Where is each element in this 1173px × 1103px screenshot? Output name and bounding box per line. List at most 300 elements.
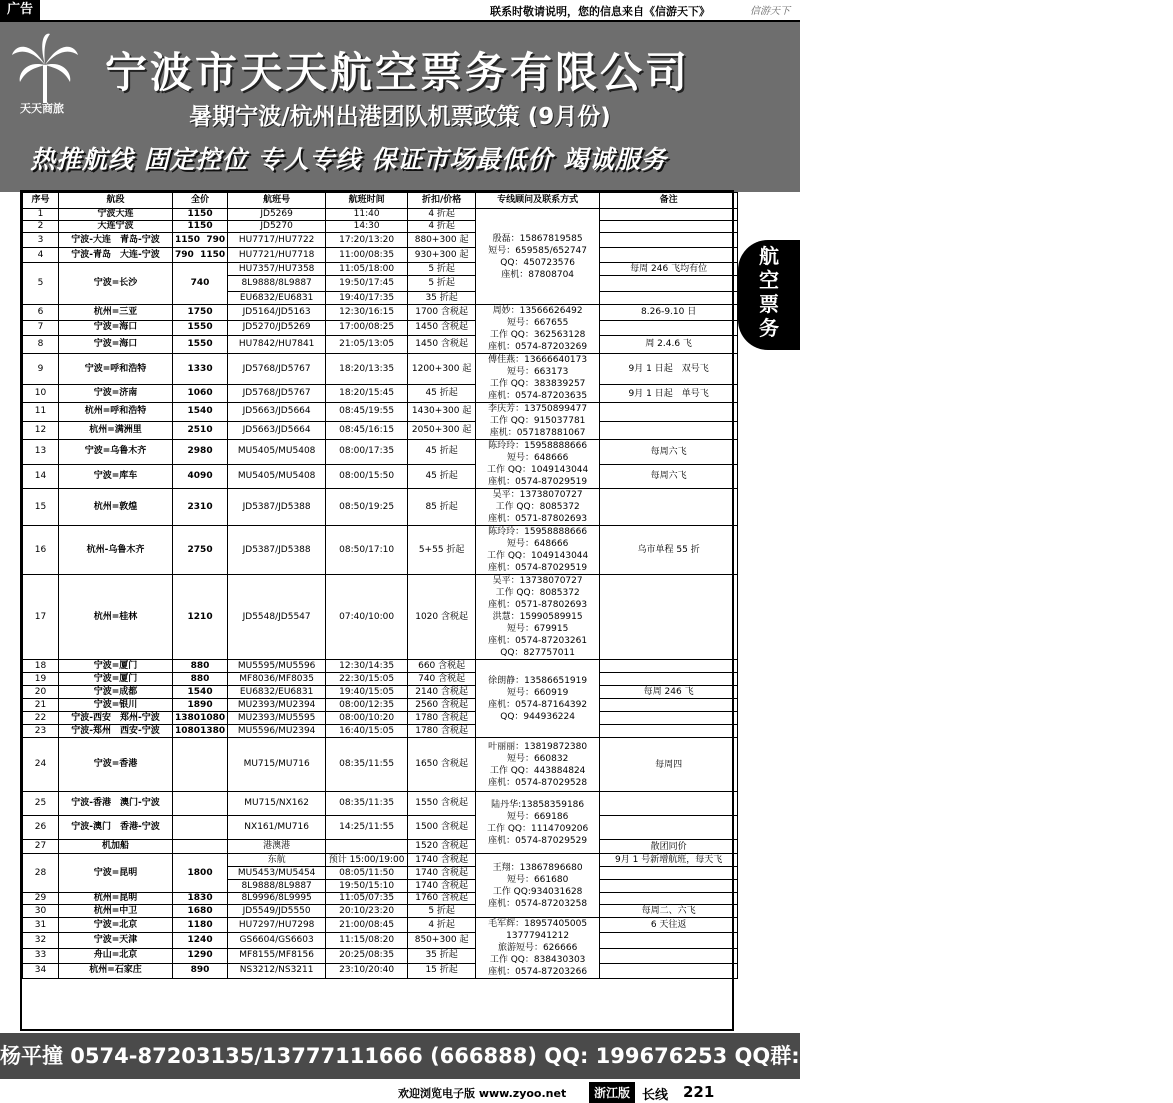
flight-number-cell: EU6832/EU6831: [228, 292, 326, 305]
full-price-cell: 2510: [173, 421, 228, 440]
table-row: [23, 660, 738, 673]
fare-cell: 1740 含税起: [408, 867, 476, 880]
contact-cell: 傅佳燕：13666640173 短号：663173 工作 QQ：383839257 座机：0574-87203635: [476, 354, 600, 403]
row-number: 13: [23, 440, 59, 465]
header-flight: 航班号: [228, 193, 326, 209]
flight-number-cell: MU5453/MU5454: [228, 867, 326, 880]
flight-time-cell: 08:00/17:35: [326, 440, 408, 465]
fare-cell: 1500 含税起: [408, 816, 476, 840]
fare-cell: 1450 含税起: [408, 335, 476, 353]
fare-cell: 85 折起: [408, 489, 476, 526]
fare-cell: 1780 含税起: [408, 712, 476, 725]
table-row: [23, 816, 738, 840]
full-price-cell: 1240: [173, 933, 228, 948]
route-cell: 杭州=昆明: [59, 893, 173, 905]
route-cell: 杭州-乌鲁木齐: [59, 526, 173, 575]
fare-cell: 45 折起: [408, 464, 476, 489]
bottom-bar: [0, 1082, 800, 1103]
full-price-cell: 880: [173, 660, 228, 673]
route-cell: 宁波-澳门 香港-宁波: [59, 816, 173, 840]
header-note: 备注: [600, 193, 738, 209]
fare-cell: 740 含税起: [408, 673, 476, 686]
flight-number-cell: HU7297/HU7298: [228, 918, 326, 933]
table-row: [23, 673, 738, 686]
full-price-cell: 1540: [173, 686, 228, 699]
row-number: 26: [23, 816, 59, 840]
flight-number-cell: MU5595/MU5596: [228, 660, 326, 673]
flight-number-cell: JD5387/JD5388: [228, 526, 326, 575]
note-cell-empty: [600, 209, 738, 221]
flight-time-cell: 18:20/13:35: [326, 354, 408, 385]
flight-number-cell: MU715/NX162: [228, 792, 326, 816]
route-cell: 宁波=长沙: [59, 263, 173, 305]
table-row: [23, 320, 738, 335]
contact-cell: 陆丹华:13858359186 短号：669186 工作 QQ：1114709206 座机：0574-87029529: [476, 792, 600, 854]
flight-time-cell: 17:20/13:20: [326, 233, 408, 248]
note-cell: 每周四: [600, 738, 738, 792]
contact-cell: 周妙：13566626492 短号：667655 工作 QQ：362563128 座机：0574-87203269: [476, 305, 600, 354]
table-row: [23, 792, 738, 816]
ad-label: 广告: [0, 0, 40, 20]
flight-number-cell: HU7842/HU7841: [228, 335, 326, 353]
route-cell: 宁波=香港: [59, 738, 173, 792]
flight-time-cell: 21:00/08:45: [326, 918, 408, 933]
flight-number-cell: JD5164/JD5163: [228, 305, 326, 321]
note-cell: 乌市单程 55 折: [600, 526, 738, 575]
full-price-cell: 1290: [173, 948, 228, 963]
full-price-cell: 1540: [173, 403, 228, 422]
section-tab-char: 航: [759, 244, 779, 268]
flight-time-cell: 16:40/15:05: [326, 725, 408, 738]
note-cell-empty: [600, 880, 738, 893]
note-cell: 9月 1 日起 双号飞: [600, 354, 738, 385]
fare-cell: 35 折起: [408, 292, 476, 305]
full-price-cell: 1830: [173, 893, 228, 905]
full-price-cell: [173, 248, 228, 263]
flight-time-cell: 17:00/08:25: [326, 320, 408, 335]
route-cell: 机加船: [59, 840, 173, 854]
full-price-cell: [173, 725, 228, 738]
fare-cell: 4 折起: [408, 221, 476, 233]
route-cell: 宁波=厦门: [59, 660, 173, 673]
section-tab-char: 空: [759, 268, 779, 292]
fare-cell: 1740 含税起: [408, 880, 476, 893]
flight-time-cell: 22:30/15:05: [326, 673, 408, 686]
full-price-return: 1150: [200, 249, 226, 260]
flight-number-cell: NX161/MU716: [228, 816, 326, 840]
route-cell: 杭州=桂林: [59, 575, 173, 660]
row-number: 32: [23, 933, 59, 948]
table-row: [23, 221, 738, 233]
fare-cell: 15 折起: [408, 963, 476, 978]
note-cell-empty: [600, 893, 738, 905]
full-price-cell: [173, 792, 228, 816]
header-time: 航班时间: [326, 193, 408, 209]
note-cell-empty: [600, 421, 738, 440]
flight-number-cell: MU5405/MU5408: [228, 464, 326, 489]
flight-number-cell: 港澳港: [228, 840, 326, 854]
flight-time-cell: 08:45/19:55: [326, 403, 408, 422]
note-cell-empty: [600, 963, 738, 978]
fare-cell: 1430+300 起: [408, 403, 476, 422]
flight-time-cell: 11:05/07:35: [326, 893, 408, 905]
header-fare: 折扣/价格: [408, 193, 476, 209]
flight-number-cell: 东航: [228, 854, 326, 867]
flight-number-cell: MU5596/MU2394: [228, 725, 326, 738]
note-cell: 9月 1 日起 单号飞: [600, 385, 738, 403]
row-number: 30: [23, 905, 59, 918]
publisher-logo: 信游天下: [750, 6, 790, 17]
flight-time-cell: 21:05/13:05: [326, 335, 408, 353]
row-number: 17: [23, 575, 59, 660]
table-row: [23, 686, 738, 699]
flight-time-cell: 08:50/17:10: [326, 526, 408, 575]
price-pair: [175, 713, 225, 724]
top-bar: [0, 0, 800, 22]
table-row: [23, 263, 738, 276]
route-cell: 宁波=成都: [59, 686, 173, 699]
page-number: 221: [683, 1083, 715, 1101]
table-row: [23, 209, 738, 221]
fare-cell: 1780 含税起: [408, 725, 476, 738]
flight-number-cell: JD5663/JD5664: [228, 421, 326, 440]
flight-time-cell: 08:45/16:15: [326, 421, 408, 440]
edition-badge: 浙江版: [589, 1082, 635, 1103]
flight-number-cell: JD5548/JD5547: [228, 575, 326, 660]
note-cell-empty: [600, 699, 738, 712]
note-cell-empty: [600, 233, 738, 248]
table-row: [23, 440, 738, 465]
row-number: 15: [23, 489, 59, 526]
company-title: 宁波市天天航空票务有限公司: [105, 48, 691, 97]
flight-number-cell: HU7721/HU7718: [228, 248, 326, 263]
brand-name: 天天商旅: [20, 102, 64, 115]
table-row: [23, 840, 738, 854]
row-number: 23: [23, 725, 59, 738]
note-cell-empty: [600, 948, 738, 963]
note-cell: 每周 246 飞均有位: [600, 263, 738, 276]
full-price-out: 1380: [175, 712, 201, 723]
fare-cell: 930+300 起: [408, 248, 476, 263]
flight-number-cell: MF8155/MF8156: [228, 948, 326, 963]
table-row: [23, 305, 738, 321]
route-cell: 宁波=呼和浩特: [59, 354, 173, 385]
table-row: [23, 354, 738, 385]
flight-number-cell: JD5270: [228, 221, 326, 233]
note-cell-empty: [600, 712, 738, 725]
fare-cell: 1760 含税起: [408, 893, 476, 905]
contact-cell: 吴平：13738070727 工作 QQ：8085372 座机：0571-87802693: [476, 489, 600, 526]
row-number: 24: [23, 738, 59, 792]
contact-cell: 叶丽丽：13819872380 短号：660832 工作 QQ：443884824 座机：0574-87029528: [476, 738, 600, 792]
flight-time-cell: 08:50/19:25: [326, 489, 408, 526]
table-row: [23, 335, 738, 353]
full-price-cell: 1890: [173, 699, 228, 712]
flight-number-cell: MU2393/MU2394: [228, 699, 326, 712]
flight-time-cell: 12:30/16:15: [326, 305, 408, 321]
note-cell-empty: [600, 276, 738, 292]
flight-number-cell: JD5768/JD5767: [228, 385, 326, 403]
route-cell: 宁波=库车: [59, 464, 173, 489]
note-cell-empty: [600, 292, 738, 305]
fare-cell: 1550 含税起: [408, 792, 476, 816]
fare-cell: 2050+300 起: [408, 421, 476, 440]
flight-time-cell: 19:50/17:45: [326, 276, 408, 292]
row-number: 5: [23, 263, 59, 305]
flight-time-cell: 14:30: [326, 221, 408, 233]
row-number: 33: [23, 948, 59, 963]
full-price-out: 790: [175, 249, 194, 260]
note-cell-empty: [600, 933, 738, 948]
route-cell: 宁波=海口: [59, 335, 173, 353]
contact-cell: 李庆芳：13750899477 工作 QQ：915037781 座机：057187881067: [476, 403, 600, 440]
flight-time-cell: 12:30/14:35: [326, 660, 408, 673]
full-price-cell: 1060: [173, 385, 228, 403]
flight-time-cell: 08:00/15:50: [326, 464, 408, 489]
note-cell-empty: [600, 816, 738, 840]
flight-number-cell: MU5405/MU5408: [228, 440, 326, 465]
flight-number-cell: JD5270/JD5269: [228, 320, 326, 335]
flight-time-cell: 11:00/08:35: [326, 248, 408, 263]
contact-cell: 殷磊：15867819585 短号：659585/652747 QQ：450723576 座机：87808704: [476, 209, 600, 305]
route-cell: 宁波=北京: [59, 918, 173, 933]
flight-time-cell: 08:00/10:20: [326, 712, 408, 725]
note-cell-empty: [600, 725, 738, 738]
fare-cell: 5 折起: [408, 905, 476, 918]
note-cell: 每周二、六飞: [600, 905, 738, 918]
flight-time-cell: 07:40/10:00: [326, 575, 408, 660]
fare-cell: 2140 含税起: [408, 686, 476, 699]
flight-number-cell: GS6604/GS6603: [228, 933, 326, 948]
policy-subtitle: 暑期宁波/杭州出港团队机票政策 (9月份): [189, 104, 611, 130]
note-cell-empty: [600, 320, 738, 335]
note-cell: 每周六飞: [600, 464, 738, 489]
full-price-cell: 1750: [173, 305, 228, 321]
fare-cell: 45 折起: [408, 440, 476, 465]
table-row: [23, 918, 738, 933]
fare-cell: 35 折起: [408, 948, 476, 963]
section-tab: [738, 240, 800, 350]
fare-cell: 5 折起: [408, 276, 476, 292]
full-price-cell: [173, 712, 228, 725]
row-number: 3: [23, 233, 59, 248]
full-price-cell: 1150: [173, 221, 228, 233]
route-cell: 宁波-郑州 西安-宁波: [59, 725, 173, 738]
table-header-row: [23, 193, 738, 209]
section-tab-char: 票: [759, 292, 779, 316]
contact-cell: 王翔：13867896680 短号：661680 工作 QQ:934031628 座机：0574-87203258: [476, 854, 600, 918]
row-number: 31: [23, 918, 59, 933]
flight-time-cell: 23:10/20:40: [326, 963, 408, 978]
row-number: 8: [23, 335, 59, 353]
fare-cell: 880+300 起: [408, 233, 476, 248]
flight-time-cell: 08:00/12:35: [326, 699, 408, 712]
table-row: [23, 725, 738, 738]
full-price-cell: 2980: [173, 440, 228, 465]
table-row: [23, 233, 738, 248]
note-cell-empty: [600, 673, 738, 686]
flight-number-cell: JD5663/JD5664: [228, 403, 326, 422]
price-pair: [175, 726, 225, 737]
note-cell: 8.26-9.10 日: [600, 305, 738, 321]
fare-cell: 1450 含税起: [408, 320, 476, 335]
contact-cell: 陈玲玲：15958888666 短号：648666 工作 QQ：1049143044 座机：0574-87029519: [476, 526, 600, 575]
company-banner: [0, 22, 800, 192]
route-cell: 宁波-西安 郑州-宁波: [59, 712, 173, 725]
fare-cell: 850+300 起: [408, 933, 476, 948]
note-cell: 散团同价: [600, 840, 738, 854]
table-row: [23, 403, 738, 422]
fare-cell: 1740 含税起: [408, 854, 476, 867]
fare-cell: 5 折起: [408, 263, 476, 276]
full-price-cell: 880: [173, 673, 228, 686]
route-cell: 杭州=三亚: [59, 305, 173, 321]
table-row: [23, 738, 738, 792]
flight-number-cell: NS3212/NS3211: [228, 963, 326, 978]
full-price-cell: 4090: [173, 464, 228, 489]
section-name: 长线: [642, 1088, 669, 1103]
flight-time-cell: 08:05/11:50: [326, 867, 408, 880]
flight-time-cell: 08:35/11:35: [326, 792, 408, 816]
table-row: [23, 385, 738, 403]
fare-cell: 45 折起: [408, 385, 476, 403]
flight-time-cell: 预计 15:00/19:00: [326, 854, 408, 867]
route-cell: 杭州=敦煌: [59, 489, 173, 526]
fare-cell: 660 含税起: [408, 660, 476, 673]
table-row: [23, 905, 738, 918]
route-cell: 杭州=石家庄: [59, 963, 173, 978]
row-number: 19: [23, 673, 59, 686]
note-cell-empty: [600, 867, 738, 880]
table-row: [23, 248, 738, 263]
contact-note: 联系时敬请说明，您的信息来自《信游天下》: [490, 5, 710, 18]
flight-number-cell: 8L9996/8L9995: [228, 893, 326, 905]
flight-time-cell: 11:40: [326, 209, 408, 221]
flight-number-cell: JD5387/JD5388: [228, 489, 326, 526]
header-contact: 专线顾问及联系方式: [476, 193, 600, 209]
full-price-cell: [173, 738, 228, 792]
full-price-cell: 890: [173, 963, 228, 978]
table-row: [23, 712, 738, 725]
flight-number-cell: EU6832/EU6831: [228, 686, 326, 699]
table-row: [23, 948, 738, 963]
price-pair: [175, 250, 225, 261]
full-price-cell: 740: [173, 263, 228, 305]
flight-time-cell: 19:40/15:05: [326, 686, 408, 699]
row-number: 18: [23, 660, 59, 673]
flight-time-cell: 19:50/15:10: [326, 880, 408, 893]
fare-cell: 1700 含税起: [408, 305, 476, 321]
fare-cell: 1650 含税起: [408, 738, 476, 792]
contact-cell: 徐朗静：13586651919 短号：660919 座机：0574-87164392 QQ：944936224: [476, 660, 600, 738]
full-price-return: 1380: [200, 725, 226, 736]
section-tab-char: 务: [759, 316, 779, 340]
header-no: 序号: [23, 193, 59, 209]
flight-time-cell: 19:40/17:35: [326, 292, 408, 305]
flight-number-cell: 8L9888/8L9887: [228, 276, 326, 292]
flight-number-cell: JD5549/JD5550: [228, 905, 326, 918]
table-row: [23, 464, 738, 489]
route-cell: 宁波=天津: [59, 933, 173, 948]
contact-cell: 毛军辉：18957405005 13777941212 旅游短号：626666 工作 QQ：838430303 座机：0574-87203266: [476, 918, 600, 979]
contact-cell: 陈玲玲：15958888666 短号：648666 工作 QQ：1049143044 座机：0574-87029519: [476, 440, 600, 489]
row-number: 22: [23, 712, 59, 725]
flight-time-cell: 11:05/18:00: [326, 263, 408, 276]
table-row: [23, 963, 738, 978]
full-price-cell: 2310: [173, 489, 228, 526]
route-cell: 宁波=银川: [59, 699, 173, 712]
route-cell: 宁波=海口: [59, 320, 173, 335]
table-row: [23, 893, 738, 905]
note-cell: 9月 1 号新增航班，每天飞: [600, 854, 738, 867]
full-price-return: 1080: [200, 712, 226, 723]
route-cell: 宁波=昆明: [59, 854, 173, 893]
full-price-return: 790: [206, 234, 226, 245]
note-cell-empty: [600, 575, 738, 660]
route-cell: 宁波-大连 青岛-宁波: [59, 233, 173, 248]
note-cell: 每周六飞: [600, 440, 738, 465]
route-cell: 舟山=北京: [59, 948, 173, 963]
row-number: 2: [23, 221, 59, 233]
route-cell: 宁波-青岛 大连-宁波: [59, 248, 173, 263]
full-price-cell: 1330: [173, 354, 228, 385]
route-cell: 宁波=厦门: [59, 673, 173, 686]
full-price-cell: [173, 816, 228, 840]
route-cell: 大连宁波: [59, 221, 173, 233]
flight-time-cell: [326, 840, 408, 854]
row-number: 27: [23, 840, 59, 854]
row-number: 6: [23, 305, 59, 321]
note-cell: 周 2.4.6 飞: [600, 335, 738, 353]
full-price-cell: 1800: [173, 854, 228, 893]
note-cell-empty: [600, 403, 738, 422]
full-price-cell: 1210: [173, 575, 228, 660]
contact-cell: 吴平：13738070727 工作 QQ：8085372 座机：0571-87802693 洪慧：15990589915 短号：679915 座机：0574-87203261 QQ：827757011: [476, 575, 600, 660]
header-route: 航段: [59, 193, 173, 209]
table-row: [23, 854, 738, 867]
note-cell-empty: [600, 248, 738, 263]
flight-time-cell: 08:35/11:55: [326, 738, 408, 792]
slogan: 热推航线 固定控位 专人专线 保证市场最低价 竭诚服务: [30, 145, 667, 174]
flight-number-cell: HU7717/HU7722: [228, 233, 326, 248]
route-cell: 宁波=济南: [59, 385, 173, 403]
full-price-cell: 2750: [173, 526, 228, 575]
full-price-cell: 1550: [173, 320, 228, 335]
note-cell-empty: [600, 660, 738, 673]
table-row: [23, 575, 738, 660]
row-number: 14: [23, 464, 59, 489]
row-number: 20: [23, 686, 59, 699]
full-price-out: 1150: [175, 234, 201, 245]
route-cell: 宁波大连: [59, 209, 173, 221]
note-cell-empty: [600, 792, 738, 816]
row-number: 28: [23, 854, 59, 893]
flight-number-cell: 8L9888/8L9887: [228, 880, 326, 893]
fare-table: [22, 192, 738, 979]
flight-number-cell: MU2393/MU5595: [228, 712, 326, 725]
flight-time-cell: 11:15/08:20: [326, 933, 408, 948]
note-cell: 每周 246 飞: [600, 686, 738, 699]
row-number: 34: [23, 963, 59, 978]
row-number: 21: [23, 699, 59, 712]
route-cell: 宁波-香港 澳门-宁波: [59, 792, 173, 816]
flight-number-cell: MU715/MU716: [228, 738, 326, 792]
flight-number-cell: JD5768/JD5767: [228, 354, 326, 385]
row-number: 12: [23, 421, 59, 440]
flight-time-cell: 20:10/23:20: [326, 905, 408, 918]
table-row: [23, 933, 738, 948]
full-price-out: 1080: [175, 725, 201, 736]
